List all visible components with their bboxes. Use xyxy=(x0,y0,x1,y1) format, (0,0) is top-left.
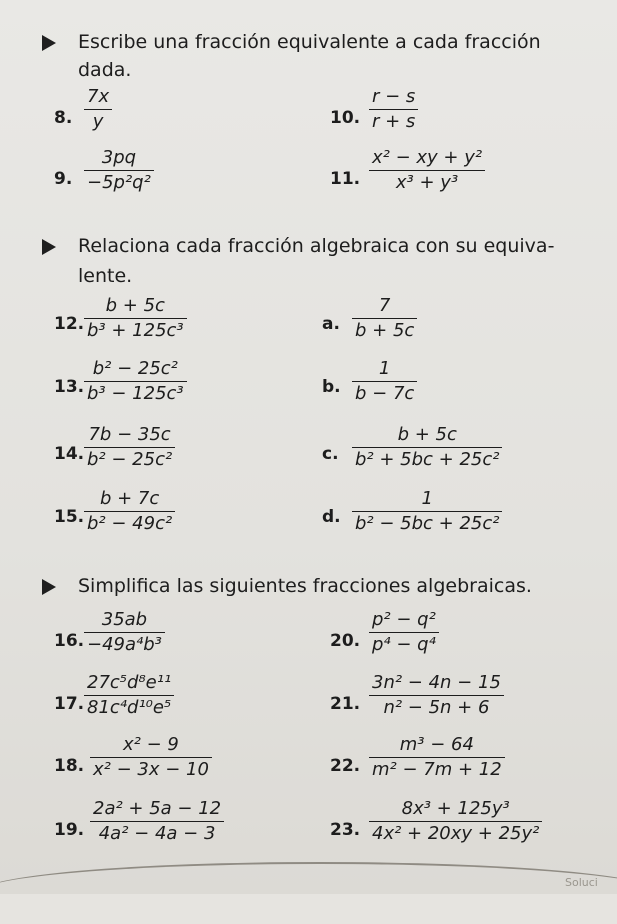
fraction-bar xyxy=(352,381,417,382)
exercise-number: 11. xyxy=(330,169,361,189)
numerator: b + 7c xyxy=(99,488,160,509)
section2-heading-line1: Relaciona cada fracción algebraica con su equiva- xyxy=(78,235,555,257)
numerator: 3pq xyxy=(101,147,137,168)
fraction-bar xyxy=(369,170,485,171)
denominator: x² − 3x − 10 xyxy=(93,759,209,780)
numerator: m³ − 64 xyxy=(399,734,474,755)
fraction-bar xyxy=(84,511,175,512)
exercise-number: 21. xyxy=(330,694,361,714)
numerator: 7 xyxy=(378,295,391,316)
fraction xyxy=(369,798,542,845)
exercise-number: 8. xyxy=(54,108,73,128)
fraction xyxy=(352,358,417,405)
denominator: b² − 49c² xyxy=(87,513,173,534)
option-letter: c. xyxy=(322,444,339,464)
fraction xyxy=(84,147,154,194)
fraction xyxy=(84,672,174,719)
exercise-number: 10. xyxy=(330,108,361,128)
denominator: p⁴ − q⁴ xyxy=(372,634,436,655)
denominator: b³ + 125c³ xyxy=(87,320,184,341)
fraction-bar xyxy=(369,632,439,633)
denominator: 4a² − 4a − 3 xyxy=(98,823,216,844)
denominator: −5p²q² xyxy=(87,172,151,193)
fraction xyxy=(84,295,187,342)
fraction xyxy=(84,86,112,133)
option-letter: a. xyxy=(322,314,340,334)
numerator: 7x xyxy=(87,86,110,107)
fraction-bar xyxy=(369,695,504,696)
exercise-number: 19. xyxy=(54,820,85,840)
exercise-number: 23. xyxy=(330,820,361,840)
denominator: b² + 5bc + 25c² xyxy=(355,449,500,470)
fraction xyxy=(369,609,439,656)
numerator: 1 xyxy=(421,488,433,509)
fraction xyxy=(84,488,175,535)
section2-heading-line2: lente. xyxy=(78,265,133,287)
fraction-bar xyxy=(84,109,112,110)
fraction xyxy=(90,798,224,845)
section1-heading-line1: Escribe una fracción equivalente a cada fracción xyxy=(78,31,541,53)
numerator: p² − q² xyxy=(372,609,436,630)
fraction-bar xyxy=(352,318,417,319)
fraction-bar xyxy=(84,381,187,382)
fraction xyxy=(84,609,165,656)
fraction xyxy=(352,488,502,535)
numerator: x² − 9 xyxy=(123,734,179,755)
option-letter: d. xyxy=(322,507,341,527)
exercise-number: 12. xyxy=(54,314,85,334)
page-edge-curve xyxy=(0,862,617,924)
fraction xyxy=(352,424,502,471)
numerator: 1 xyxy=(378,358,391,379)
option-letter: b. xyxy=(322,377,341,397)
footer-partial-text: Soluci xyxy=(565,876,598,889)
section-arrow-icon xyxy=(42,239,56,255)
numerator: 27c⁵d⁸e¹¹ xyxy=(87,672,172,693)
numerator: b + 5c xyxy=(397,424,457,445)
fraction-bar xyxy=(84,695,174,696)
numerator: b² − 25c² xyxy=(92,358,178,379)
fraction-bar xyxy=(90,821,224,822)
denominator: b² − 5bc + 25c² xyxy=(355,513,500,534)
fraction xyxy=(369,734,505,781)
denominator: x³ + y³ xyxy=(395,172,459,193)
denominator: 81c⁴d¹⁰e⁵ xyxy=(87,697,172,718)
denominator: b − 7c xyxy=(355,383,415,404)
denominator: b³ − 125c³ xyxy=(87,383,184,404)
denominator: y xyxy=(92,111,104,132)
denominator: r + s xyxy=(372,111,416,132)
fraction-bar xyxy=(84,170,154,171)
denominator: 4x² + 20xy + 25y² xyxy=(372,823,540,844)
fraction xyxy=(369,86,418,133)
numerator: 2a² + 5a − 12 xyxy=(93,798,222,819)
fraction xyxy=(84,358,187,405)
exercise-number: 16. xyxy=(54,631,85,651)
section1-heading-line2: dada. xyxy=(78,59,132,81)
fraction-bar xyxy=(369,821,542,822)
numerator: 8x³ + 125y³ xyxy=(401,798,510,819)
denominator: b² − 25c² xyxy=(87,449,173,470)
fraction-bar xyxy=(369,757,505,758)
denominator: b + 5c xyxy=(355,320,415,341)
section-arrow-icon xyxy=(42,35,56,51)
numerator: 35ab xyxy=(101,609,148,630)
numerator: 3n² − 4n − 15 xyxy=(372,672,501,693)
numerator: 7b − 35c xyxy=(88,424,171,445)
numerator: r − s xyxy=(372,86,416,107)
section-arrow-icon xyxy=(42,579,56,595)
numerator: x² − xy + y² xyxy=(372,147,483,168)
fraction xyxy=(369,147,485,194)
exercise-number: 14. xyxy=(54,444,85,464)
exercise-number: 17. xyxy=(54,694,85,714)
exercise-number: 22. xyxy=(330,756,361,776)
exercise-number: 9. xyxy=(54,169,73,189)
denominator: n² − 5n + 6 xyxy=(383,697,490,718)
fraction-bar xyxy=(84,632,165,633)
fraction xyxy=(369,672,504,719)
exercise-number: 13. xyxy=(54,377,85,397)
denominator: m² − 7m + 12 xyxy=(372,759,502,780)
fraction-bar xyxy=(352,511,502,512)
fraction xyxy=(84,424,175,471)
fraction-bar xyxy=(352,447,502,448)
fraction-bar xyxy=(90,757,212,758)
fraction-bar xyxy=(369,109,418,110)
denominator: −49a⁴b³ xyxy=(87,634,162,655)
numerator: b + 5c xyxy=(105,295,165,316)
fraction-bar xyxy=(84,318,187,319)
fraction xyxy=(90,734,212,781)
section3-heading: Simplifica las siguientes fracciones algebraicas. xyxy=(78,575,532,597)
exercise-number: 20. xyxy=(330,631,361,651)
exercise-number: 18. xyxy=(54,756,85,776)
fraction-bar xyxy=(84,447,175,448)
exercise-number: 15. xyxy=(54,507,85,527)
fraction xyxy=(352,295,417,342)
